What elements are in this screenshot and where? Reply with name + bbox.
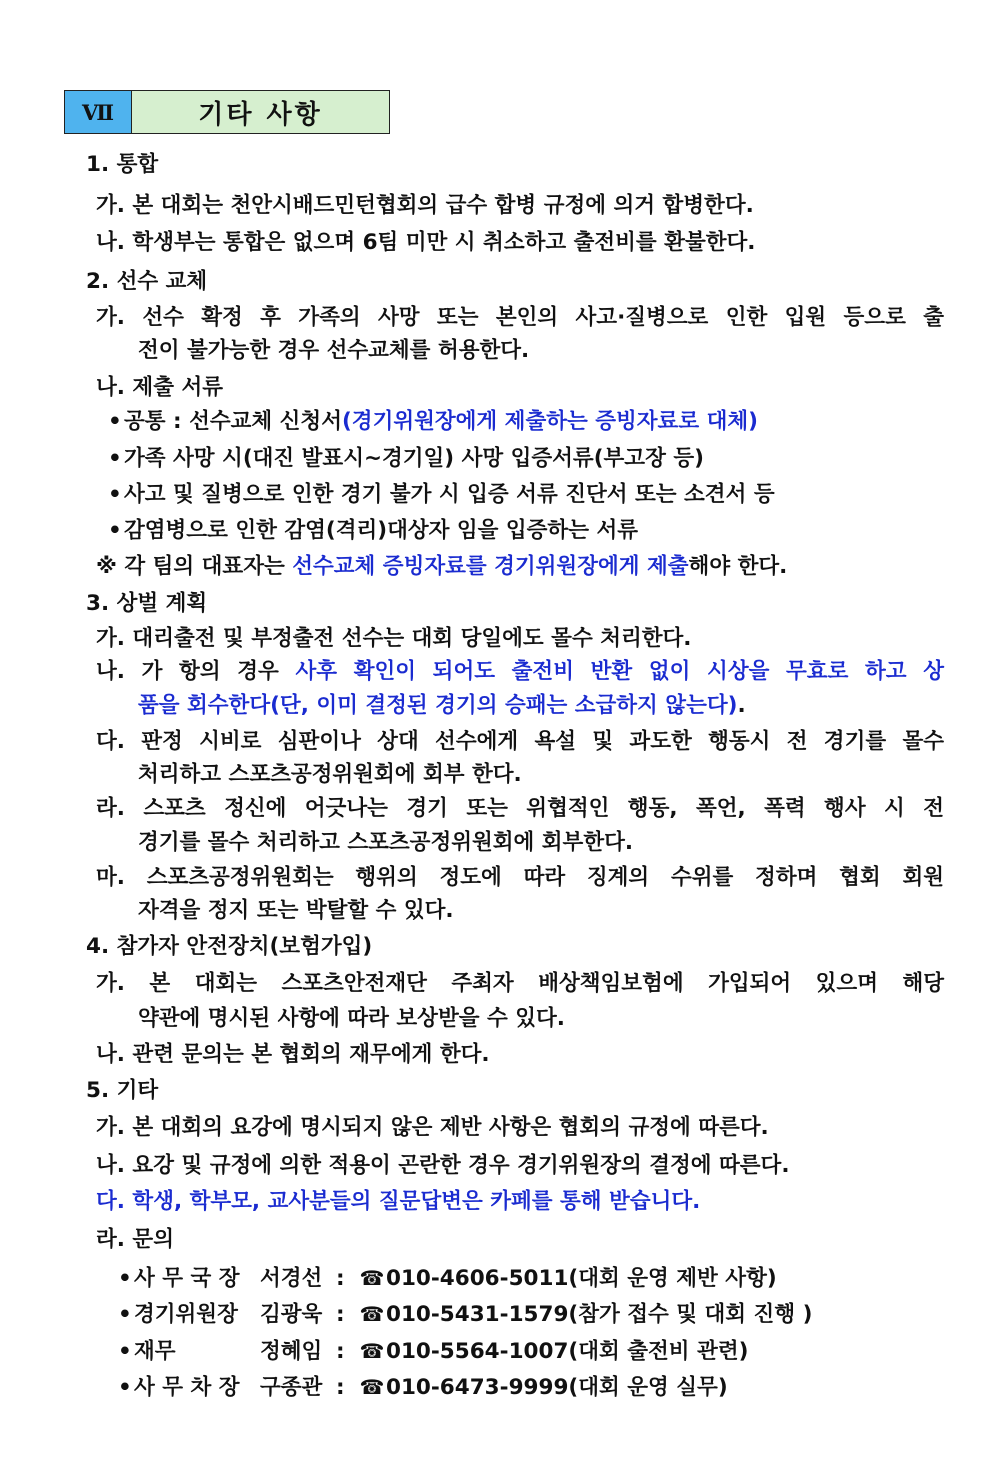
s2-bullet-1 (108, 408, 758, 436)
contact-note: (참가 접수 및 대회 진행 ) (568, 1302, 813, 1327)
s2-bullet-4 (108, 517, 638, 545)
s5-item-d: 라. 문의 (96, 1227, 174, 1252)
section-header (64, 90, 390, 134)
s2-item-b: 나. 제출 서류 (96, 375, 223, 400)
s3-item-e-line1: 마. 스포츠공정위원회는 행위의 정도에 따라 징계의 수위를 정하며 협회 회원 (96, 865, 944, 890)
s1-item-b: 나. 학생부는 통합은 없으며 6팀 미만 시 취소하고 출전비를 환불한다. (96, 230, 756, 255)
s2-bullet-4-text: 감염병으로 인한 감염(격리)대상자 임을 입증하는 서류 (124, 518, 638, 543)
contact-row (118, 1264, 777, 1293)
bullet-icon: • (118, 1266, 132, 1291)
bullet-icon: • (108, 518, 122, 543)
contact-tel: 010-4606-5011 (386, 1266, 569, 1291)
s3-title: 3. 상벌 계획 (86, 591, 208, 616)
s2-note (96, 553, 787, 581)
s2-title: 2. 선수 교체 (86, 269, 208, 294)
contact-note: (대회 운영 제반 사항) (568, 1266, 777, 1291)
s5-item-c: 다. 학생, 학부모, 교사분들의 질문답변은 카페를 통해 받습니다. (96, 1189, 701, 1214)
s3-item-e-line2: 자격을 정지 또는 박탈할 수 있다. (138, 898, 454, 923)
contact-row (118, 1300, 812, 1329)
s3-item-b-highlight: 사후 확인이 되어도 출전비 반환 없이 시상을 무효로 하고 상 (295, 659, 944, 684)
contact-name: 서경선 (260, 1266, 323, 1291)
s1-title: 1. 통합 (86, 152, 159, 177)
bullet-icon: • (108, 482, 122, 507)
s3-item-b-highlight-cont: 품을 회수한다(단, 이미 결정된 경기의 승패는 소급하지 않는다) (138, 693, 738, 718)
contact-colon: : (336, 1339, 345, 1364)
s2-bullet-3 (108, 481, 775, 509)
s5-item-a: 가. 본 대회의 요강에 명시되지 않은 제반 사항은 협회의 규정에 따른다. (96, 1115, 769, 1140)
s2-bullet-1-highlight: (경기위원장에게 제출하는 증빙자료로 대체) (341, 409, 758, 434)
contact-role: 사 무 차 장 (134, 1375, 240, 1400)
bullet-icon: • (118, 1339, 132, 1364)
contact-row (118, 1373, 728, 1402)
s3-item-b-line1 (96, 658, 944, 686)
s3-item-d-line2: 경기를 몰수 처리하고 스포츠공정위원회에 회부한다. (138, 830, 634, 855)
contact-role: 재무 (134, 1339, 176, 1364)
s5-item-b: 나. 요강 및 규정에 의한 적용이 곤란한 경우 경기위원장의 결정에 따른다. (96, 1153, 790, 1178)
s4-item-a-line2: 약관에 명시된 사항에 따라 보상받을 수 있다. (138, 1006, 565, 1031)
phone-icon: ☎ (359, 1339, 385, 1363)
s3-item-c-line1: 다. 판정 시비로 심판이나 상대 선수에게 욕설 및 과도한 행동시 전 경기를 몰수 (96, 729, 944, 754)
contact-name: 정혜임 (260, 1339, 323, 1364)
s2-note-highlight: 선수교체 증빙자료를 경기위원장에게 제출 (292, 554, 689, 579)
s4-item-b: 나. 관련 문의는 본 협회의 재무에게 한다. (96, 1042, 490, 1067)
contact-tel: 010-5564-1007 (386, 1339, 569, 1364)
s3-item-b-period: . (737, 693, 746, 718)
s2-note-prefix: ※ 각 팀의 대표자는 (96, 554, 293, 579)
contact-row (118, 1337, 748, 1366)
contact-tel: 010-6473-9999 (386, 1375, 569, 1400)
s3-item-b-prefix: 나. 가 항의 경우 (96, 659, 296, 684)
s2-bullet-3-text: 사고 및 질병으로 인한 경기 불가 시 입증 서류 진단서 또는 소견서 등 (124, 482, 775, 507)
contact-note: (대회 운영 실무) (568, 1375, 728, 1400)
contact-name: 김광욱 (260, 1302, 323, 1327)
section-title: 기타 사항 (132, 91, 389, 133)
phone-icon: ☎ (359, 1302, 385, 1326)
s4-title: 4. 참가자 안전장치(보험가입) (86, 934, 373, 959)
s3-item-d-line1: 라. 스포츠 정신에 어긋나는 경기 또는 위협적인 행동, 폭언, 폭력 행사 시 전 (96, 796, 944, 821)
contact-tel: 010-5431-1579 (386, 1302, 569, 1327)
phone-icon: ☎ (359, 1375, 385, 1399)
s2-bullet-2 (108, 445, 704, 473)
contact-role: 사 무 국 장 (134, 1266, 240, 1291)
s3-item-c-line2: 처리하고 스포츠공정위원회에 회부 한다. (138, 762, 522, 787)
s2-item-a-line1: 가. 선수 확정 후 가족의 사망 또는 본인의 사고·질병으로 인한 입원 등으로 출 (96, 305, 944, 330)
bullet-icon: • (118, 1302, 132, 1327)
contact-role: 경기위원장 (134, 1302, 238, 1327)
contact-note: (대회 출전비 관련) (568, 1339, 749, 1364)
s2-item-a-line2: 전이 불가능한 경우 선수교체를 허용한다. (138, 338, 530, 363)
s2-bullet-2-text: 가족 사망 시(대진 발표시~경기일) 사망 입증서류(부고장 등) (124, 446, 704, 471)
contact-colon: : (336, 1266, 345, 1291)
s3-item-b-line2 (138, 692, 746, 720)
section-number: Ⅶ (65, 91, 132, 133)
s5-title: 5. 기타 (86, 1078, 159, 1103)
bullet-icon: • (108, 446, 122, 471)
s4-item-a-line1: 가. 본 대회는 스포츠안전재단 주최자 배상책임보험에 가입되어 있으며 해당 (96, 971, 944, 996)
contact-colon: : (336, 1375, 345, 1400)
s2-bullet-1-text: 공통 : 선수교체 신청서 (124, 409, 342, 434)
s3-item-a: 가. 대리출전 및 부정출전 선수는 대회 당일에도 몰수 처리한다. (96, 626, 692, 651)
contact-colon: : (336, 1302, 345, 1327)
phone-icon: ☎ (359, 1266, 385, 1290)
bullet-icon: • (108, 409, 122, 434)
bullet-icon: • (118, 1375, 132, 1400)
s2-note-suffix: 해야 한다. (688, 554, 788, 579)
s1-item-a: 가. 본 대회는 천안시배드민턴협회의 급수 합병 규정에 의거 합병한다. (96, 193, 754, 218)
contact-name: 구종관 (260, 1375, 323, 1400)
